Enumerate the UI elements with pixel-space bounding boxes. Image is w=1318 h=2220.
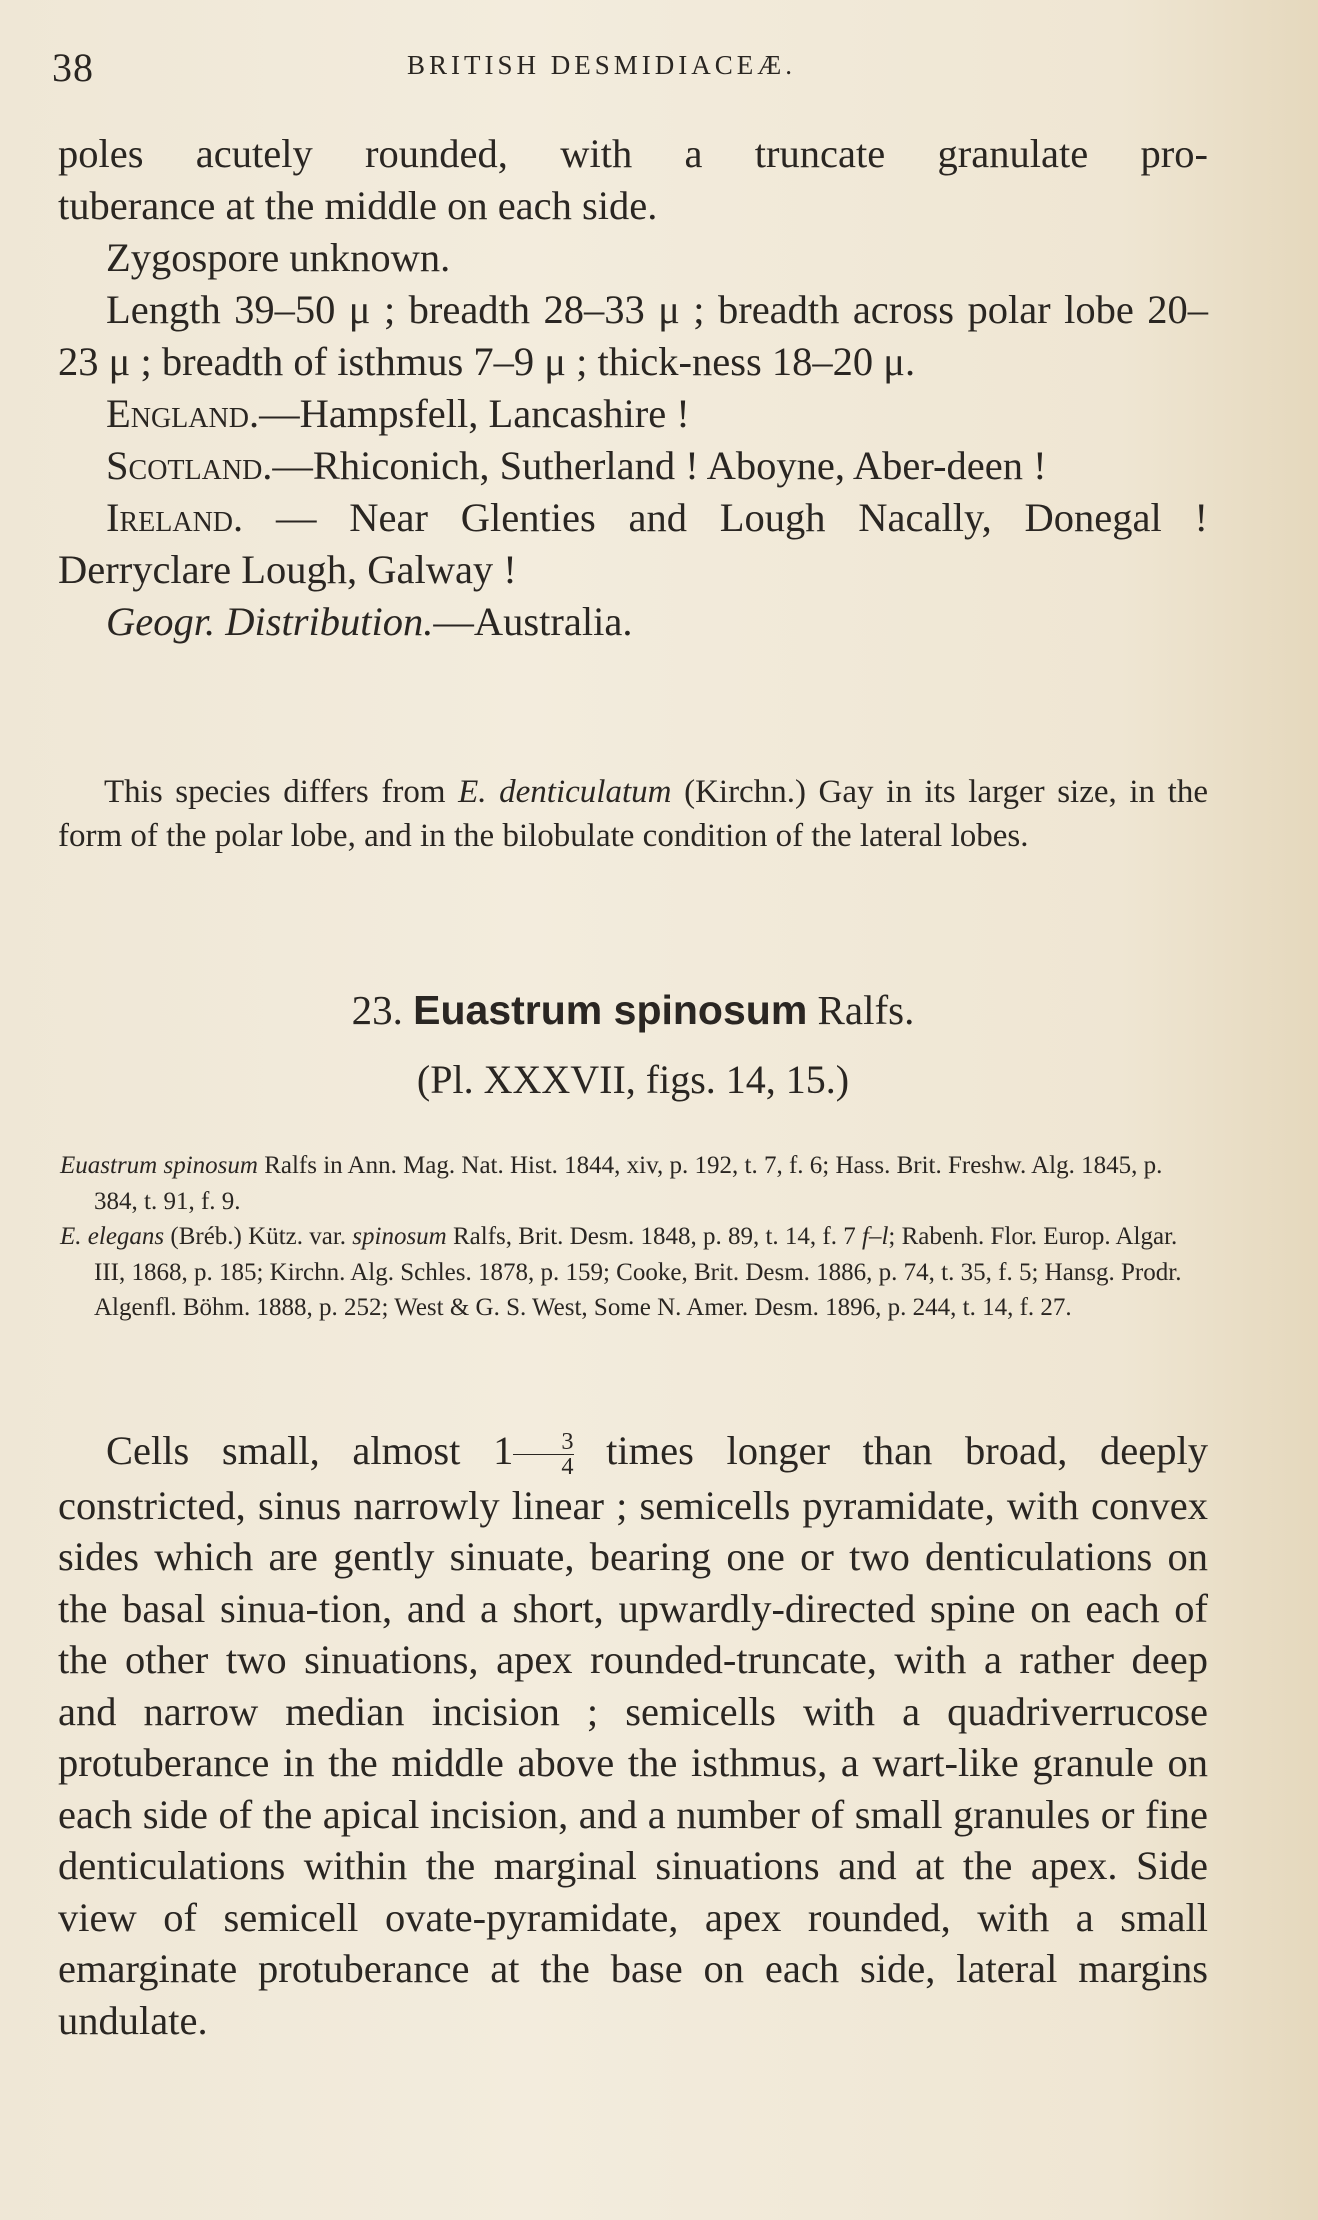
synonym-name: Euastrum spinosum	[60, 1152, 258, 1179]
distribution-england	[58, 388, 1208, 440]
geogr-label: Geogr. Distribution.	[106, 599, 434, 644]
measurements-text: Length 39–50 μ ; breadth 28–33 μ ; breadth across polar lobe 20–23 μ ; breadth of isthmus 7–9 μ ; thick-ness 18–20 μ.	[58, 287, 1208, 384]
synonym-citation: Ralfs in Ann. Mag. Nat. Hist. 1844, xiv, p. 192, t. 7, f. 6; Hass. Brit. Freshw. Alg. 1845, p. 384, t. 91, f. 9.	[94, 1152, 1163, 1215]
synonymy-list	[58, 1148, 1208, 1326]
synonymy-entry	[58, 1148, 1208, 1219]
distribution-scotland	[58, 440, 1208, 492]
species-heading	[58, 982, 1208, 1108]
page-number: 38	[52, 45, 94, 90]
continued-description	[58, 128, 1208, 648]
continued-line-1: poles acutely rounded, with a truncate granulate pro-	[58, 131, 1208, 176]
species-number: 23.	[351, 987, 403, 1033]
fraction	[513, 1427, 574, 1481]
running-head: BRITISH DESMIDIACEÆ.	[407, 50, 797, 80]
continued-line-2: tuberance at the middle on each side.	[58, 183, 658, 228]
ireland-label: Ireland.	[106, 495, 244, 540]
note-text-1: This species differs from	[104, 774, 459, 810]
fraction-denominator: 4	[561, 1453, 574, 1481]
species-description	[58, 1425, 1208, 2046]
plate-reference: (Pl. XXXVII, figs. 14, 15.)	[416, 1057, 850, 1102]
note-species: E. denticulatum	[458, 774, 672, 810]
synonym-citation: (Bréb.) Kütz. var.	[164, 1223, 353, 1250]
england-localities: —Hampsfell, Lancashire !	[259, 391, 690, 436]
synonym-citation: ; Rabenh. Flor. Europ. Algar. III, 1868, p. 185; Kirchn. Alg. Schles. 1878, p. 159; Cooke, Brit. Desm. 1886, p. 74, t. 35, f. 5; Hansg. Prodr. Algenfl. Böhm. 1888, p. 252; West & G. S. West, Some N. Amer. Desm. 1896, p. 244, t. 14, f. 27.	[94, 1223, 1182, 1321]
species-title	[58, 982, 1208, 1038]
england-label: England.	[106, 391, 260, 436]
description-text-1: Cells small, almost 1	[106, 1428, 514, 1473]
synonym-variety: spinosum	[352, 1223, 447, 1250]
note-text-2: (Kirchn.) Gay in its larger size, in the form of the polar lobe, and in the bilobulate condition of the lateral lobes.	[58, 774, 1208, 854]
distribution-ireland	[58, 492, 1208, 596]
scotland-label: Scotland.	[106, 443, 273, 488]
species-note	[58, 770, 1208, 858]
synonym-citation: Ralfs, Brit. Desm. 1848, p. 89, t. 14, f. 7	[446, 1223, 863, 1250]
species-author: Ralfs.	[817, 987, 915, 1033]
distribution-geographic	[58, 596, 1208, 648]
geogr-text: —Australia.	[433, 599, 633, 644]
synonymy-entry	[58, 1219, 1208, 1326]
fraction-numerator: 3	[513, 1430, 573, 1455]
zygospore-text: Zygospore unknown.	[106, 235, 451, 280]
description-text-2: times longer than broad, deeply constricted, sinus narrowly linear ; semicells pyramidate, with convex sides which are gently sinuate, bearing one or two denticulations on the basal sinua-tion, and a short, upwardly-directed spine on each of the other two sinuations, apex rounded-truncate, with a rather deep and narrow median incision ; semicells with a quadriverrucose protuberance in the middle above the isthmus, a wart-like granule on each side of the apical incision, and a number of small granules or fine denticulations within the marginal sinuations and at the apex. Side view of semicell ovate-pyramidate, apex rounded, with a small emarginate protuberance at the base on each side, lateral margins undulate.	[58, 1428, 1208, 2043]
note-paragraph	[58, 770, 1208, 858]
species-name: Euastrum spinosum	[413, 987, 808, 1033]
page-header	[52, 44, 1232, 94]
synonym-figures: f–l	[862, 1223, 889, 1250]
synonym-name: E. elegans	[60, 1223, 165, 1250]
scotland-localities: —Rhiconich, Sutherland ! Aboyne, Aber-deen !	[272, 443, 1047, 488]
description-paragraph	[58, 1425, 1208, 2046]
ireland-localities: — Near Glenties and Lough Nacally, Donegal ! Derryclare Lough, Galway !	[58, 495, 1208, 592]
